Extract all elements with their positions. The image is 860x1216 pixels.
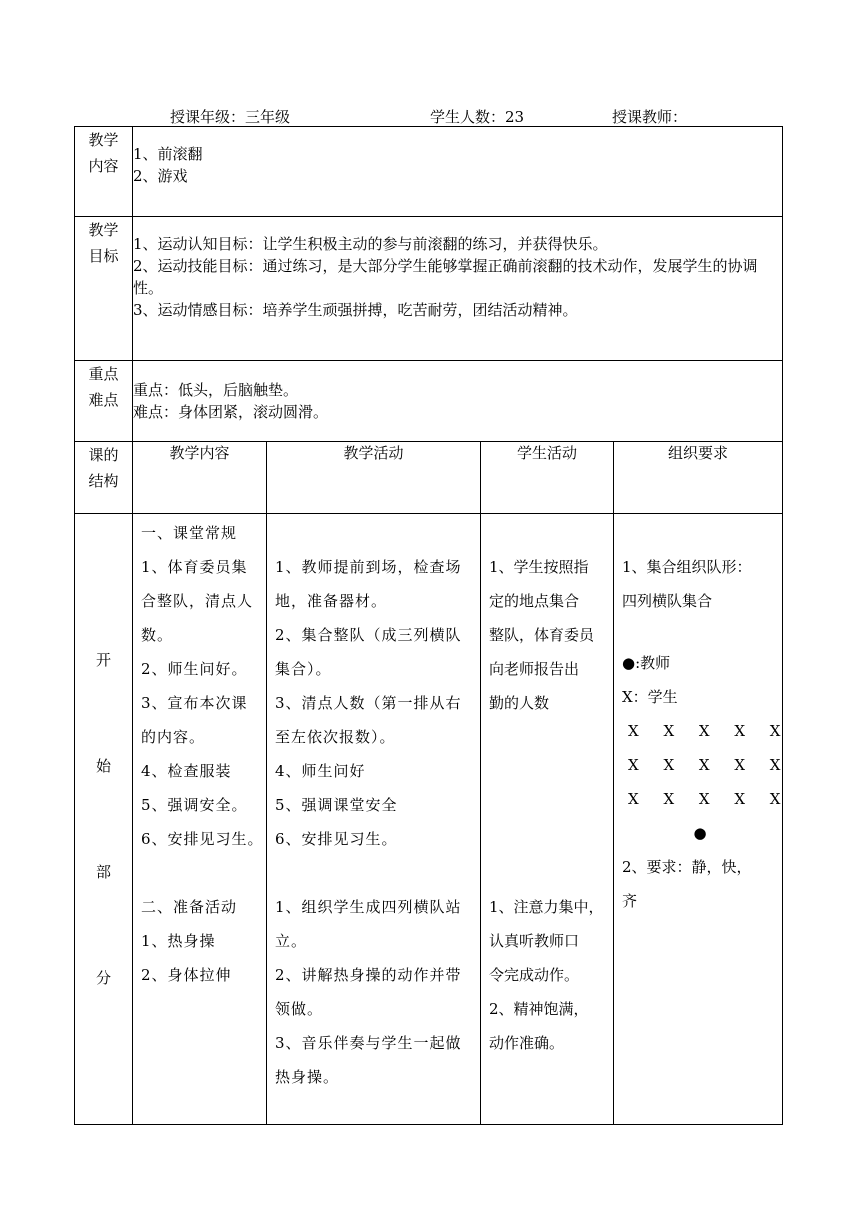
key-points-text: 重点：低头，后脑触垫。 难点：身体团紧，滚动圆滑。 (133, 361, 783, 442)
content-text: 1、前滚翻 2、游戏 (133, 127, 783, 217)
start-organization-cell: 1、集合组织队形： 四列横队集合 ●:教师 X：学生 X X X X X X X X X X X X X X X ● 2、要求：静，快， 齐 (614, 514, 783, 1125)
teacher-label: 授课教师： (612, 108, 688, 126)
start-teacher-activity-cell: 1、教师提前到场，检查场 地，准备器材。 2、集合整队（成三列横队 集合）。 3、清点人数（第一排从右 至左依次报数）。 4、师生问好 5、强调课堂安全 6、安排见习生。 1、组织学生成四列横队站 立。 2、讲解热身操的动作并带 领做。 3、音乐伴奏与学生一起做 热身操。 (267, 514, 481, 1125)
formation-row-1: X X X X X (628, 722, 791, 740)
start-section-label: 开 始 部 分 (75, 514, 133, 1125)
goals-row (75, 217, 783, 361)
column-header-organization: 组织要求 (614, 442, 783, 514)
column-header-student-activity: 学生活动 (481, 442, 614, 514)
formation-row-3: X X X X X (628, 790, 791, 808)
org-legend-student: X：学生 (622, 688, 678, 706)
lesson-header (0, 106, 860, 126)
column-header-teacher-activity: 教学活动 (267, 442, 481, 514)
grade-label: 授课年级：三年级 (170, 108, 291, 126)
formation-row-2: X X X X X (628, 756, 791, 774)
teacher-position-dot: ● (693, 824, 707, 842)
key-points-label: 重点 难点 (75, 361, 133, 442)
structure-label: 课的 结构 (75, 442, 133, 514)
student-count-label: 学生人数：23 (430, 108, 525, 126)
goals-text: 1、运动认知目标：让学生积极主动的参与前滚翻的练习，并获得快乐。 2、运动技能目标：通过练习，是大部分学生能够掌握正确前滚翻的技术动作，发展学生的协调性。 3、运动情感目标：培养学生顽强拼搏，吃苦耐劳，团结活动精神。 (133, 217, 783, 361)
key-points-row (75, 361, 783, 442)
lesson-plan-table (74, 126, 791, 1125)
start-student-activity-cell: 1、学生按照指 定的地点集合 整队，体育委员 向老师报告出 勤的人数 1、注意力集中， 认真听教师口 令完成动作。 2、精神饱满， 动作准确。 (481, 514, 614, 1125)
content-label: 教学 内容 (75, 127, 133, 217)
start-content-cell: 一、课堂常规 1、体育委员集 合整队，清点人 数。 2、师生问好。 3、宣布本次课 的内容。 4、检查服装 5、强调安全。 6、安排见习生。 二、准备活动 1、热身操 2、身体拉伸 (133, 514, 267, 1125)
org-legend-teacher: ●:教师 (622, 654, 671, 672)
column-header-content: 教学内容 (133, 442, 267, 514)
goals-label: 教学 目标 (75, 217, 133, 361)
content-row (75, 127, 783, 217)
structure-header-row (75, 442, 783, 514)
start-section-row (75, 514, 783, 1125)
